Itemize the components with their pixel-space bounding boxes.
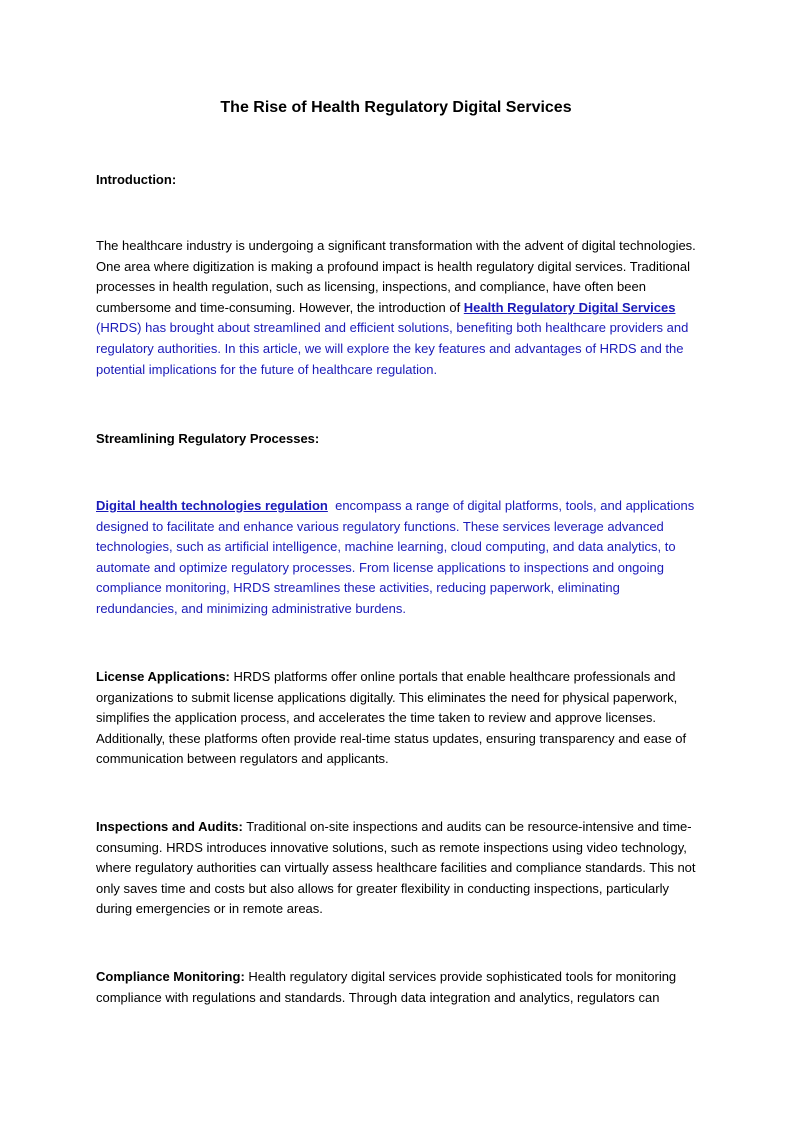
license-applications-text: HRDS platforms offer online portals that enable healthcare professionals and organizations to submit license applications digitally. This eliminates the need for physical paperwork, simplifies the application process, and accelerates the time taken to review and approve licenses. Additionally, these platforms often provide real-time status updates, ensuring transparency and ease of communication between regulators and applicants. xyxy=(96,669,687,767)
health-regulatory-digital-services-link[interactable]: Health Regulatory Digital Services xyxy=(463,299,676,315)
page-title: The Rise of Health Regulatory Digital Services xyxy=(220,99,572,116)
inspections-audits-paragraph xyxy=(96,817,696,920)
introduction-text-start: The healthcare industry is undergoing a significant transformation with the advent of digital technologies. One area where digitization is making a profound impact is health regulatory digital services. Traditional processes in health regulation, such as licensing, inspections, and compliance, have often been cumbersome and time-consuming. However, the introduction of xyxy=(96,238,696,315)
streamlining-heading: Streamlining Regulatory Processes: xyxy=(96,431,320,446)
compliance-monitoring-paragraph xyxy=(96,967,696,1008)
compliance-monitoring-text: Health regulatory digital services provide sophisticated tools for monitoring compliance with regulations and standards. Through data integration and analytics, regulators can xyxy=(96,969,677,1005)
streamlining-text: encompass a range of digital platforms, tools, and applications designed to facilitate and enhance various regulatory functions. These services leverage advanced technologies, such as artificial intelligence, machine learning, cloud computing, and data analytics, to automate and optimize regulatory processes. From license applications to inspections and ongoing compliance monitoring, HRDS streamlines these activities, reducing paperwork, eliminating redundancies, and minimizing administrative burdens. xyxy=(96,498,698,616)
compliance-monitoring-label: Compliance Monitoring: xyxy=(96,969,245,984)
inspections-audits-text: Traditional on-site inspections and audits can be resource-intensive and time-consuming. HRDS introduces innovative solutions, such as remote inspections using video technology, where regulatory authorities can virtually assess healthcare facilities and compliance standards. This not only saves time and costs but also allows for greater flexibility in conducting inspections, particularly during emergencies or in remote areas. xyxy=(96,819,696,917)
introduction-text-end: (HRDS) has brought about streamlined and efficient solutions, benefiting both healthcare providers and regulatory authorities. In this article, we will explore the key features and advantages of HRDS and the potential implications for the future of healthcare regulation. xyxy=(96,320,689,377)
streamlining-paragraph xyxy=(96,496,696,620)
license-applications-paragraph xyxy=(96,667,696,770)
introduction-heading: Introduction: xyxy=(96,172,177,187)
introduction-paragraph xyxy=(96,236,696,380)
digital-health-technologies-regulation-link[interactable]: Digital health technologies regulation xyxy=(96,498,328,513)
inspections-audits-label: Inspections and Audits: xyxy=(96,819,243,834)
license-applications-label: License Applications: xyxy=(96,669,230,684)
